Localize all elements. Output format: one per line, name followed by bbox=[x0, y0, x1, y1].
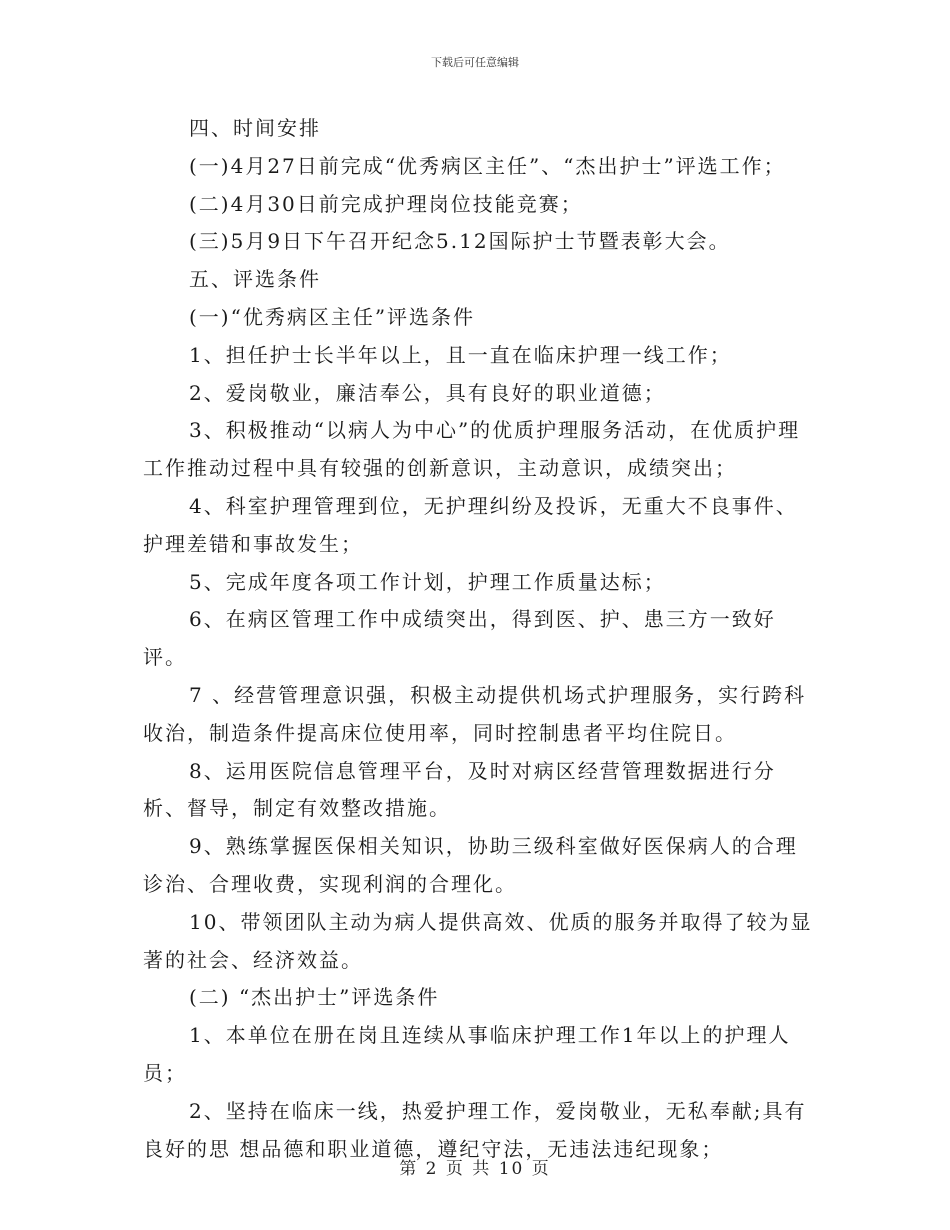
nurse-criterion-2: 2、坚持在临床一线，热爱护理工作，爱岗敬业，无私奉献;具有良好的思 想品德和职业道德，遵纪守法，无违法违纪现象； bbox=[143, 1098, 807, 1161]
document-body bbox=[143, 110, 813, 1168]
page-footer: 第 2 页 共 10 页 bbox=[399, 1159, 551, 1179]
director-criterion-2: 2、爱岗敬业，廉洁奉公，具有良好的职业道德； bbox=[189, 380, 666, 405]
subsection-heading-director: (一)“优秀病区主任”评选条件 bbox=[189, 304, 476, 329]
director-criterion-3: 3、积极推动“以病人为中心”的优质护理服务活动，在优质护理工作推动过程中具有较强的创新意识，主动意识，成绩突出； bbox=[143, 418, 801, 481]
schedule-item-1: (一)4月27日前完成“优秀病区主任”、“杰出护士”评选工作； bbox=[189, 153, 786, 178]
schedule-item-3: (三)5月9日下午召开纪念5.12国际护士节暨表彰大会。 bbox=[189, 229, 731, 254]
director-criterion-1: 1、担任护士长半年以上，且一直在临床护理一线工作； bbox=[189, 342, 732, 367]
director-criterion-7: 7 、经营管理意识强，积极主动提供机场式护理服务，实行跨科收治，制造条件提高床位使用率，同时控制患者平均住院日。 bbox=[143, 682, 807, 745]
director-criterion-6: 6、在病区管理工作中成绩突出，得到医、护、患三方一致好评。 bbox=[143, 607, 776, 670]
director-criterion-8: 8、运用医院信息管理平台，及时对病区经营管理数据进行分析、督导，制定有效整改措施。 bbox=[143, 758, 776, 821]
page-header: 下载后可任意编辑 bbox=[431, 56, 519, 69]
director-criterion-9: 9、熟练掌握医保相关知识，协助三级科室做好医保病人的合理诊治、合理收费，实现利润的合理化。 bbox=[143, 834, 798, 896]
section-heading-time-schedule: 四、时间安排 bbox=[189, 116, 321, 140]
director-criterion-10: 10、带领团队主动为病人提供高效、优质的服务并取得了较为显著的社会、经济效益。 bbox=[143, 909, 813, 972]
director-criterion-4: 4、科室护理管理到位，无护理纠纷及投诉，无重大不良事件、护理差错和事故发生； bbox=[143, 493, 798, 556]
schedule-item-2: (二)4月30日前完成护理岗位技能竞赛； bbox=[189, 191, 583, 216]
nurse-criterion-1: 1、本单位在册在岗且连续从事临床护理工作1年以上的护理人员； bbox=[143, 1023, 791, 1085]
director-criterion-5: 5、完成年度各项工作计划，护理工作质量达标； bbox=[189, 569, 666, 594]
subsection-heading-nurse: (二) “杰出护士”评选条件 bbox=[189, 985, 440, 1010]
section-heading-criteria: 五、评选条件 bbox=[189, 267, 321, 292]
